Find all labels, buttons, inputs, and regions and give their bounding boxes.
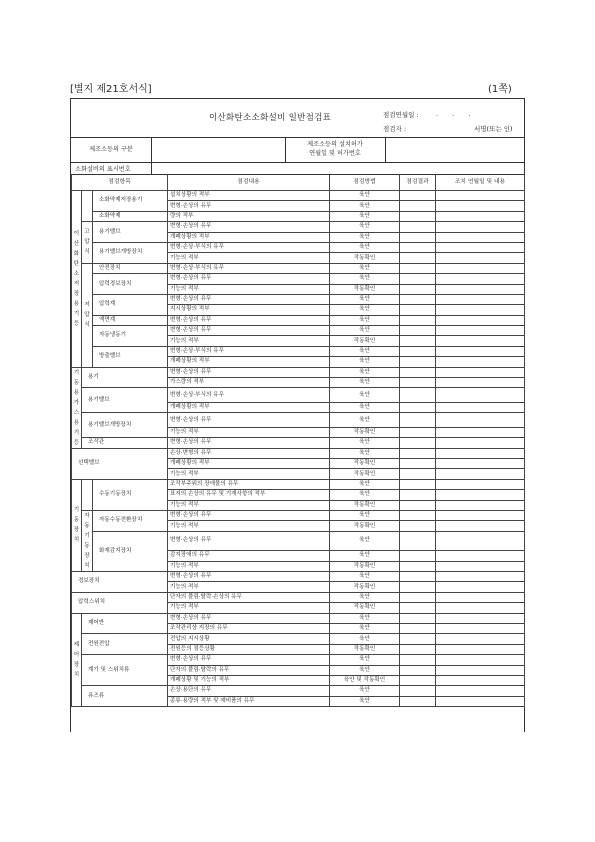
check-method: 육안	[330, 592, 400, 602]
action-cell[interactable]	[436, 378, 525, 388]
result-cell[interactable]	[400, 294, 436, 304]
check-method: 육안	[330, 571, 400, 581]
check-method: 육안	[330, 531, 400, 550]
check-item: 용기밸브	[93, 222, 168, 243]
check-content: 량의 적부	[168, 211, 330, 221]
inspection-date-label: 점검연월일 :	[383, 111, 419, 119]
table-row	[72, 315, 525, 325]
check-method: 작동확인	[330, 521, 400, 531]
result-cell[interactable]	[400, 413, 436, 428]
action-cell[interactable]	[436, 294, 525, 304]
result-cell[interactable]	[400, 427, 436, 437]
check-item: 화재감지장치	[93, 531, 168, 571]
check-content: 가스량의 적부	[168, 378, 330, 388]
action-cell[interactable]	[436, 211, 525, 221]
action-cell[interactable]	[436, 315, 525, 325]
check-content: 변형·손상·부식의 유무	[168, 388, 330, 403]
table-body	[72, 191, 525, 707]
action-cell[interactable]	[436, 469, 525, 479]
action-cell[interactable]	[436, 521, 525, 531]
inspector-label: 점검자 :	[383, 125, 407, 133]
result-cell[interactable]	[400, 479, 436, 489]
action-cell[interactable]	[436, 531, 525, 550]
check-method: 육안	[330, 665, 400, 675]
check-item: 계기 및 스위치류	[82, 655, 168, 686]
table-row	[72, 655, 525, 665]
table-row	[72, 686, 525, 696]
action-cell[interactable]	[436, 623, 525, 633]
check-method: 작동확인	[330, 459, 400, 469]
result-cell[interactable]	[400, 655, 436, 665]
inspection-table	[71, 174, 525, 707]
action-cell[interactable]	[436, 274, 525, 284]
check-method: 육안	[330, 623, 400, 633]
signature-label[interactable]: 서명(또는 인)	[474, 125, 513, 133]
check-method: 육안	[330, 263, 400, 273]
action-cell[interactable]	[436, 582, 525, 592]
check-content: 변형·손상의 유무	[168, 294, 330, 304]
action-cell[interactable]	[436, 232, 525, 242]
check-item: 수동기동장치	[93, 479, 168, 510]
subgroup-label: 고압식	[82, 222, 93, 264]
inspection-form	[70, 98, 525, 732]
action-cell[interactable]	[436, 427, 525, 437]
result-cell[interactable]	[400, 357, 436, 367]
check-content: 기능의 적부	[168, 469, 330, 479]
col-result: 점검결과	[400, 174, 436, 191]
action-cell[interactable]	[436, 644, 525, 654]
check-item: 용기밸브개방장치	[82, 413, 168, 438]
equipment-no-label: 소화설비의 표시번호	[75, 166, 131, 173]
subgroup-label: 저압식	[82, 263, 93, 367]
facility-info	[71, 137, 524, 175]
action-cell[interactable]	[436, 479, 525, 489]
check-method: 육안	[330, 357, 400, 367]
table-row	[72, 479, 525, 489]
check-item: 용기밸브	[82, 388, 168, 413]
action-cell[interactable]	[436, 551, 525, 561]
action-cell[interactable]	[436, 675, 525, 685]
table-row	[72, 531, 525, 550]
result-cell[interactable]	[400, 561, 436, 571]
subgroup-label	[82, 191, 93, 222]
action-cell[interactable]	[436, 448, 525, 458]
check-method: 작동확인	[330, 582, 400, 592]
check-content: 종류·용량의 적부 및 예비품의 유무	[168, 696, 330, 706]
check-item: 자동냉동기	[93, 326, 168, 347]
facility-type-label: 제조소등의 구분	[89, 145, 133, 153]
table-row	[72, 388, 525, 403]
inspection-date-value[interactable]: . . .	[436, 110, 477, 118]
table-row	[72, 211, 525, 221]
result-cell[interactable]	[400, 346, 436, 356]
table-row	[72, 274, 525, 284]
check-method: 육안	[330, 613, 400, 623]
action-cell[interactable]	[436, 655, 525, 665]
check-method: 육안	[330, 634, 400, 644]
check-method: 육안	[330, 232, 400, 242]
group-label: 제어장치	[72, 613, 82, 707]
check-content: 변형·손상의 유무	[168, 367, 330, 377]
table-row	[72, 367, 525, 377]
check-item: 용기	[82, 367, 168, 388]
check-method: 육안	[330, 438, 400, 448]
check-method: 육안	[330, 388, 400, 403]
action-cell[interactable]	[436, 592, 525, 602]
result-cell[interactable]	[400, 448, 436, 458]
table-row	[72, 613, 525, 623]
table-row	[72, 634, 525, 644]
check-method: 작동확인	[330, 603, 400, 613]
check-content: 개폐상황의 적부	[168, 232, 330, 242]
check-content: 변형·손상의 유무	[168, 613, 330, 623]
check-content: 기능의 적부	[168, 500, 330, 510]
check-content: 조작관리상 지장의 유무	[168, 623, 330, 633]
action-cell[interactable]	[436, 696, 525, 706]
check-content: 기능의 적부	[168, 427, 330, 437]
form-title: 이산화탄소소화설비 일반점검표	[209, 113, 332, 123]
check-content: 변형·손상의 유무	[168, 531, 330, 550]
check-item: 압력스위치	[72, 592, 168, 613]
check-content: 변형·손상의 유무	[168, 274, 330, 284]
check-method: 육안	[330, 326, 400, 336]
action-cell[interactable]	[436, 413, 525, 428]
col-item: 점검항목	[72, 174, 168, 191]
action-cell[interactable]	[436, 326, 525, 336]
check-content: 변형·손상의 유무	[168, 655, 330, 665]
result-cell[interactable]	[400, 191, 436, 201]
check-content: 전압의 지시상황	[168, 634, 330, 644]
check-content: 변형·손상의 유무	[168, 326, 330, 336]
check-content: 변형·손상의 유무	[168, 315, 330, 325]
action-cell[interactable]	[436, 284, 525, 294]
table-row	[72, 326, 525, 336]
result-cell[interactable]	[400, 438, 436, 448]
action-cell[interactable]	[436, 561, 525, 571]
check-method: 육안	[330, 346, 400, 356]
result-cell[interactable]	[400, 222, 436, 232]
check-content: 기능의 적부	[168, 561, 330, 571]
check-content: 기능의 적부	[168, 603, 330, 613]
check-item: 압력계	[93, 294, 168, 315]
check-content: 변형·손상의 유무	[168, 413, 330, 428]
check-method: 육안	[330, 490, 400, 500]
result-cell[interactable]	[400, 263, 436, 273]
subgroup-label: 자동기동장치	[82, 510, 93, 571]
check-method: 작동확인	[330, 427, 400, 437]
check-method: 육안	[330, 510, 400, 520]
col-method: 점검방법	[330, 174, 400, 191]
action-cell[interactable]	[436, 665, 525, 675]
form-number: [별지 제21호서식]	[70, 84, 152, 95]
action-cell[interactable]	[436, 438, 525, 448]
action-cell[interactable]	[436, 500, 525, 510]
check-content: 개폐상황의 적부	[168, 357, 330, 367]
check-method: 육안	[330, 367, 400, 377]
check-item: 압력경보장치	[93, 274, 168, 295]
action-cell[interactable]	[436, 459, 525, 469]
check-content: 변형·손상의 유무	[168, 571, 330, 581]
check-content: 기능의 적부	[168, 521, 330, 531]
result-cell[interactable]	[400, 274, 436, 284]
table-row	[72, 191, 525, 201]
action-cell[interactable]	[436, 367, 525, 377]
check-content: 손상·용단의 유무	[168, 686, 330, 696]
action-cell[interactable]	[436, 305, 525, 315]
check-content: 개폐상황 및 기능의 적부	[168, 675, 330, 685]
action-cell[interactable]	[436, 357, 525, 367]
action-cell[interactable]	[436, 686, 525, 696]
check-content: 설치상황의 적부	[168, 191, 330, 201]
check-content: 지시상황의 적부	[168, 305, 330, 315]
check-method: 작동확인	[330, 469, 400, 479]
check-content: 개폐상황의 적부	[168, 402, 330, 412]
check-item: 안전장치	[93, 263, 168, 273]
result-cell[interactable]	[400, 211, 436, 221]
check-method: 육안	[330, 686, 400, 696]
col-content: 점검내용	[168, 174, 330, 191]
table-row	[72, 510, 525, 520]
result-cell[interactable]	[400, 686, 436, 696]
action-cell[interactable]	[436, 613, 525, 623]
check-method: 육안	[330, 696, 400, 706]
result-cell[interactable]	[400, 378, 436, 388]
result-cell[interactable]	[400, 592, 436, 602]
check-item: 제어반	[82, 613, 168, 634]
check-method: 육안	[330, 413, 400, 428]
action-cell[interactable]	[436, 603, 525, 613]
result-cell[interactable]	[400, 644, 436, 654]
result-cell[interactable]	[400, 284, 436, 294]
result-cell[interactable]	[400, 510, 436, 520]
check-method: 육안	[330, 551, 400, 561]
result-cell[interactable]	[400, 551, 436, 561]
table-row	[72, 222, 525, 232]
result-cell[interactable]	[400, 388, 436, 403]
result-cell[interactable]	[400, 305, 436, 315]
result-cell[interactable]	[400, 500, 436, 510]
check-content: 변형·손상의 유무	[168, 201, 330, 211]
check-item: 방출밸브	[93, 346, 168, 367]
check-item: 퓨즈류	[82, 686, 168, 707]
action-cell[interactable]	[436, 510, 525, 520]
check-content: 단자의 풀림·탈락의 유무	[168, 665, 330, 675]
action-cell[interactable]	[436, 490, 525, 500]
check-content: 조작부주위의 장애물의 유무	[168, 479, 330, 489]
check-method: 육안	[330, 655, 400, 665]
result-cell[interactable]	[400, 696, 436, 706]
result-cell[interactable]	[400, 531, 436, 550]
check-content: 단자의 풀림·탈락·손상의 유무	[168, 592, 330, 602]
action-cell[interactable]	[436, 253, 525, 263]
action-cell[interactable]	[436, 388, 525, 403]
result-cell[interactable]	[400, 665, 436, 675]
check-content: 기능의 적부	[168, 336, 330, 346]
check-method: 육안 및 작동확인	[330, 675, 400, 685]
result-cell[interactable]	[400, 613, 436, 623]
result-cell[interactable]	[400, 521, 436, 531]
page-number: (1쪽)	[488, 84, 512, 95]
table-row	[72, 592, 525, 602]
result-cell[interactable]	[400, 253, 436, 263]
permit-label: 제조소등의 설치허가 연월일 및 허가번호	[307, 141, 363, 157]
check-item: 자동수동전환장치	[93, 510, 168, 531]
check-method: 육안	[330, 274, 400, 284]
check-method: 육안	[330, 378, 400, 388]
check-item: 소화약제	[93, 211, 168, 221]
check-content: 변형·손상의 유무	[168, 510, 330, 520]
action-cell[interactable]	[436, 242, 525, 252]
result-cell[interactable]	[400, 336, 436, 346]
result-cell[interactable]	[400, 623, 436, 633]
check-method: 육안	[330, 242, 400, 252]
check-item: 조작관	[82, 438, 168, 448]
table-row	[72, 438, 525, 448]
table-row	[72, 346, 525, 356]
check-content: 변형·손상의 유무	[168, 438, 330, 448]
result-cell[interactable]	[400, 402, 436, 412]
check-content: 기능의 적부	[168, 582, 330, 592]
action-cell[interactable]	[436, 402, 525, 412]
action-cell[interactable]	[436, 634, 525, 644]
check-method: 작동확인	[330, 500, 400, 510]
group-label: 기동장치	[72, 479, 82, 571]
check-content: 손상·변형의 유무	[168, 448, 330, 458]
table-row	[72, 294, 525, 304]
result-cell[interactable]	[400, 634, 436, 644]
check-item: 선택밸브	[72, 448, 168, 479]
result-cell[interactable]	[400, 326, 436, 336]
check-content: 변형·손상·부식의 유무	[168, 242, 330, 252]
action-cell[interactable]	[436, 336, 525, 346]
check-item: 용기밸브개방장치	[93, 242, 168, 263]
result-cell[interactable]	[400, 242, 436, 252]
result-cell[interactable]	[400, 675, 436, 685]
action-cell[interactable]	[436, 222, 525, 232]
check-method: 육안	[330, 479, 400, 489]
table-row	[72, 448, 525, 458]
group-label: 이산화탄소저장용기 등	[72, 191, 82, 368]
check-content: 표지의 손상의 유무 및 기재사항의 적부	[168, 490, 330, 500]
check-content: 전원등의 점등상황	[168, 644, 330, 654]
result-cell[interactable]	[400, 490, 436, 500]
check-method: 육안	[330, 191, 400, 201]
check-method: 작동확인	[330, 253, 400, 263]
check-content: 변형·손상·부식의 유무	[168, 346, 330, 356]
check-content: 기능의 적부	[168, 253, 330, 263]
check-item: 소화약제저장용기	[93, 191, 168, 212]
result-cell[interactable]	[400, 459, 436, 469]
check-method: 육안	[330, 402, 400, 412]
check-method: 작동확인	[330, 644, 400, 654]
result-cell[interactable]	[400, 582, 436, 592]
check-method: 육안	[330, 201, 400, 211]
action-cell[interactable]	[436, 263, 525, 273]
check-method: 작동확인	[330, 561, 400, 571]
result-cell[interactable]	[400, 571, 436, 581]
result-cell[interactable]	[400, 469, 436, 479]
subgroup-label	[82, 479, 93, 510]
check-content: 개폐상황의 적부	[168, 459, 330, 469]
check-content: 변형·손상·부식의 유무	[168, 263, 330, 273]
result-cell[interactable]	[400, 603, 436, 613]
action-cell[interactable]	[436, 201, 525, 211]
check-method: 육안	[330, 294, 400, 304]
table-row	[72, 242, 525, 252]
action-cell[interactable]	[436, 571, 525, 581]
check-method: 육안	[330, 211, 400, 221]
check-item: 액면계	[93, 315, 168, 325]
check-method: 육안	[330, 315, 400, 325]
col-action: 조치 연월일 및 내용	[436, 174, 525, 191]
check-method: 육안	[330, 448, 400, 458]
check-item: 전원전압	[82, 634, 168, 655]
check-method: 육안	[330, 305, 400, 315]
result-cell[interactable]	[400, 201, 436, 211]
check-item: 경보장치	[72, 571, 168, 592]
result-cell[interactable]	[400, 232, 436, 242]
check-content: 기능의 적부	[168, 284, 330, 294]
check-content: 변형·손상의 유무	[168, 222, 330, 232]
action-cell[interactable]	[436, 346, 525, 356]
check-method: 작동확인	[330, 284, 400, 294]
check-method: 육안	[330, 222, 400, 232]
table-row	[72, 571, 525, 581]
check-method: 작동확인	[330, 336, 400, 346]
group-label: 기동용가스용기 등	[72, 367, 82, 448]
result-cell[interactable]	[400, 315, 436, 325]
table-row	[72, 263, 525, 273]
action-cell[interactable]	[436, 191, 525, 201]
result-cell[interactable]	[400, 367, 436, 377]
table-row	[72, 413, 525, 428]
check-content: 감지장애의 유무	[168, 551, 330, 561]
